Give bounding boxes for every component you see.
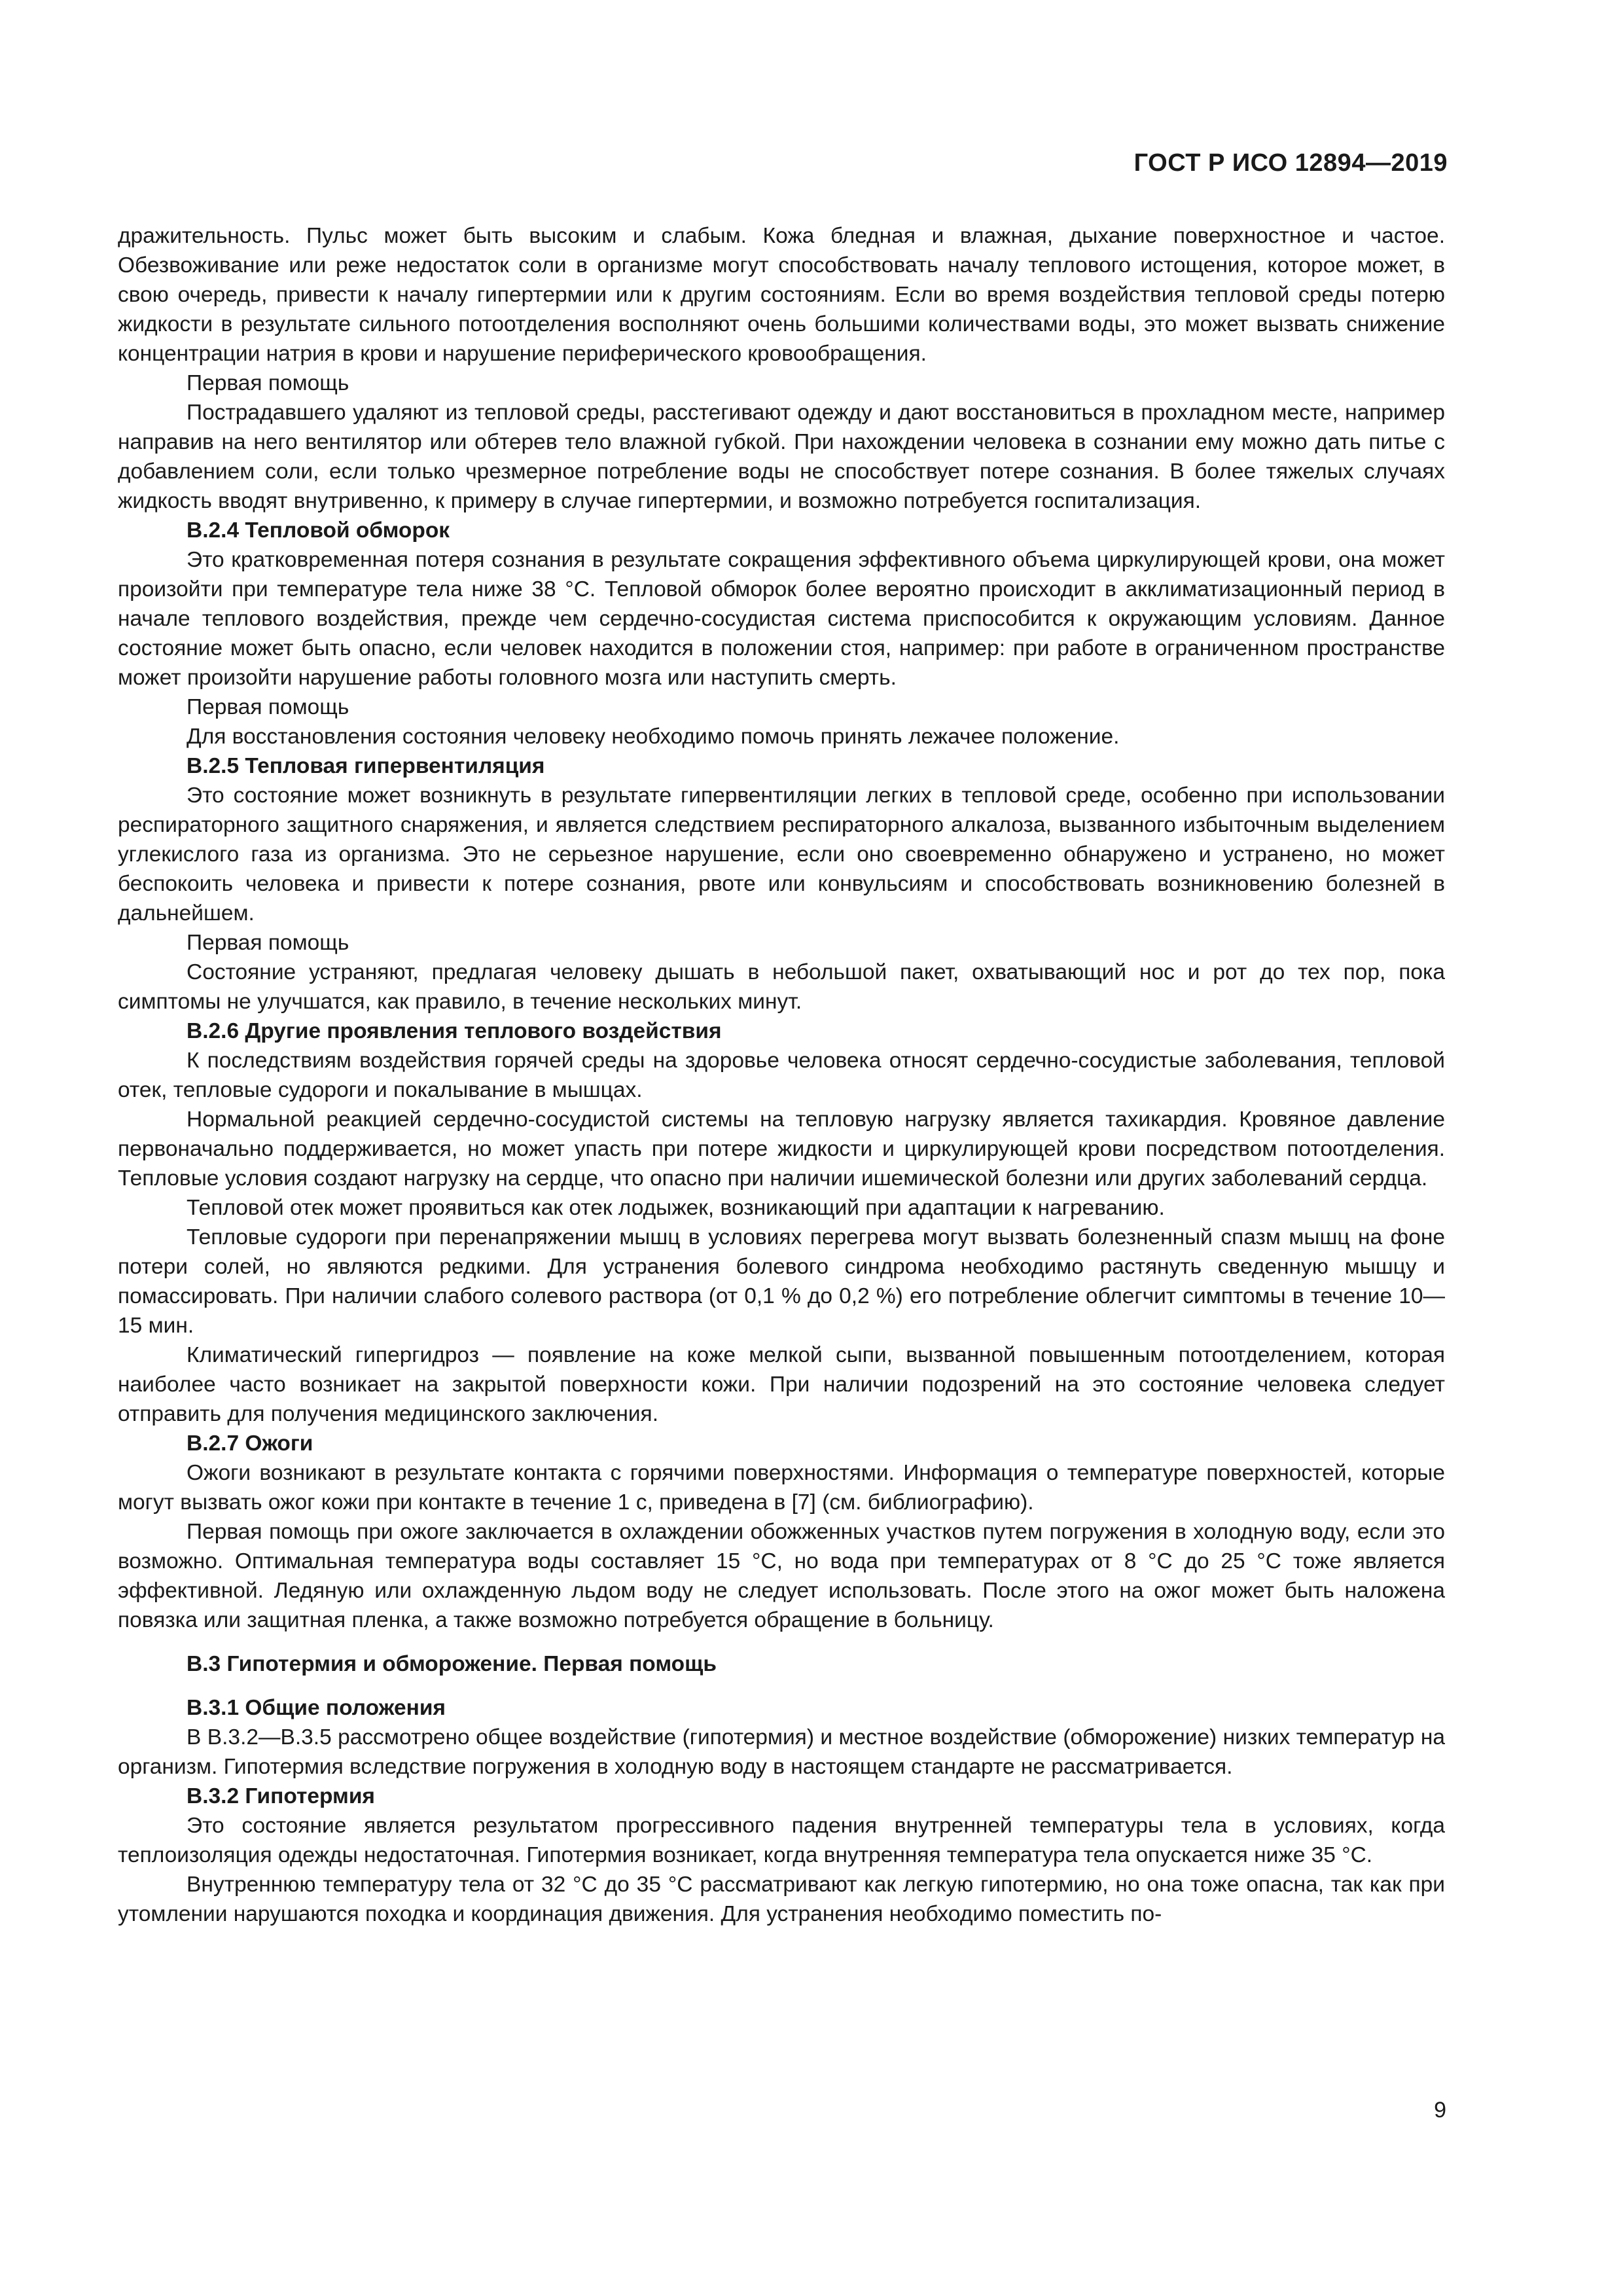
section-heading-b-2-4: В.2.4 Тепловой обморок [187, 518, 450, 543]
page-number: 9 [1434, 2098, 1446, 2123]
paragraph: Первая помощь при ожоге заключается в охлаждении обожженных участков путем погружения в холодную воду, если это возможно. Оптимальная температура воды составляет 15 °С, но вода при температурах от 8 °С до 25 °С тоже является эффективной. Ледяную или охлажденную льдом воду не следует использовать. После этого на ожог может быть наложена повязка или защитная пленка, а также возможно потребуется обращение в больницу. [118, 1520, 1445, 1632]
section-heading-b-2-6: В.2.6 Другие проявления теплового воздействия [187, 1019, 722, 1043]
section-heading-b-2-7: В.2.7 Ожоги [187, 1431, 313, 1456]
section-heading-b-3-2: В.3.2 Гипотермия [187, 1784, 375, 1808]
paragraph: Это кратковременная потеря сознания в результате сокращения эффективного объема циркулирующей крови, она может произойти при температуре тела ниже 38 °С. Тепловой обморок более вероятно происходит в акклиматизационный период в начале теплового воздействия, прежде чем сердечно-сосудистая система приспособится к окружающим условиям. Данное состояние может быть опасно, если человек находится в положении стоя, например: при работе в ограниченном пространстве может произойти нарушение работы головного мозга или наступить смерть. [118, 548, 1445, 690]
paragraph: Внутреннюю температуру тела от 32 °С до 35 °С рассматривают как легкую гипотермию, но она тоже опасна, так как при утомлении нарушаются походка и координация движения. Для устранения необходимо поместить по- [118, 1873, 1445, 1926]
paragraph: Климатический гипергидроз — появление на коже мелкой сыпи, вызванной повышенным потоотделением, которая наиболее часто возникает на закрытой поверхности кожи. При наличии подозрений на это состояние человека следует отправить для получения медицинского заключения. [118, 1343, 1445, 1426]
paragraph: Это состояние может возникнуть в результате гипервентиляции легких в тепловой среде, особенно при использовании респираторного защитного снаряжения, и является следствием респираторного алкалоза, вызванного избыточным выделением углекислого газа из организма. Это не серьезное нарушение, если оно своевременно обнаружено и устранено, но может беспокоить человека и привести к потере сознания, рвоте или конвульсиям и способствовать возникновению болезней в дальнейшем. [118, 783, 1445, 925]
paragraph: Нормальной реакцией сердечно-сосудистой системы на тепловую нагрузку является тахикардия. Кровяное давление первоначально поддерживается, но может упасть при потере жидкости и циркулирующей крови посредством потоотделения. Тепловые условия создают нагрузку на сердце, что опасно при наличии ишемической болезни или других заболеваний сердца. [118, 1107, 1445, 1191]
paragraph: Пострадавшего удаляют из тепловой среды, расстегивают одежду и дают восстановиться в прохладном месте, например направив на него вентилятор или обтерев тело влажной губкой. При нахождении человека в сознании ему можно дать питье с добавлением соли, если только чрезмерное потребление воды не способствует потере сознания. В более тяжелых случаях жидкость вводят внутривенно, к примеру в случае гипертермии, и возможно потребуется госпитализация. [118, 401, 1445, 513]
paragraph-continuation: дражительность. Пульс может быть высоким и слабым. Кожа бледная и влажная, дыхание поверхностное и частое. Обезвоживание или реже недостаток соли в организме могут способствовать началу теплового истощения, которое может, в свою очередь, привести к началу гипертермии или к другим состояниям. Если во время воздействия тепловой среды потерю жидкости в результате сильного потоотделения восполняют очень большими количествами воды, это может вызвать снижение концентрации натрия в крови и нарушение периферического кровообращения. [118, 224, 1445, 366]
document-body [118, 221, 1445, 1929]
first-aid-label: Первая помощь [187, 931, 349, 955]
section-heading-b-3: В.3 Гипотермия и обморожение. Первая помощь [187, 1652, 717, 1676]
section-heading-b-2-5: В.2.5 Тепловая гипервентиляция [187, 754, 545, 778]
paragraph: В В.3.2—В.3.5 рассмотрено общее воздействие (гипотермия) и местное воздействие (обморожение) низких температур на организм. Гипотермия вследствие погружения в холодную воду в настоящем стандарте не рассматривается. [118, 1725, 1445, 1779]
section-heading-b-3-1: В.3.1 Общие положения [187, 1696, 446, 1720]
paragraph: Ожоги возникают в результате контакта с горячими поверхностями. Информация о температуре поверхностей, которые могут вызвать ожог кожи при контакте в течение 1 с, приведена в [7] (см. библиографию). [118, 1461, 1445, 1515]
paragraph: К последствиям воздействия горячей среды на здоровье человека относят сердечно-сосудистые заболевания, тепловой отек, тепловые судороги и покалывание в мышцах. [118, 1049, 1445, 1102]
paragraph: Состояние устраняют, предлагая человеку дышать в небольшой пакет, охватывающий нос и рот до тех пор, пока симптомы не улучшатся, как правило, в течение нескольких минут. [118, 960, 1445, 1014]
paragraph: Тепловые судороги при перенапряжении мышц в условиях перегрева могут вызвать болезненный спазм мышц на фоне потери солей, но являются редкими. Для устранения болевого синдрома необходимо растянуть сведенную мышцу и помассировать. При наличии слабого солевого раствора (от 0,1 % до 0,2 %) его потребление облегчит симптомы в течение 10—15 мин. [118, 1225, 1445, 1338]
paragraph: Это состояние является результатом прогрессивного падения внутренней температуры тела в условиях, когда теплоизоляция одежды недостаточная. Гипотермия возникает, когда внутренняя температура тела опускается ниже 35 °С. [118, 1814, 1445, 1867]
paragraph: Для восстановления состояния человеку необходимо помочь принять лежачее положение. [187, 725, 1120, 749]
document-standard-header: ГОСТ Р ИСО 12894—2019 [1133, 149, 1448, 177]
paragraph: Тепловой отек может проявиться как отек лодыжек, возникающий при адаптации к нагреванию. [187, 1196, 1165, 1220]
first-aid-label: Первая помощь [187, 371, 349, 395]
first-aid-label: Первая помощь [187, 695, 349, 719]
